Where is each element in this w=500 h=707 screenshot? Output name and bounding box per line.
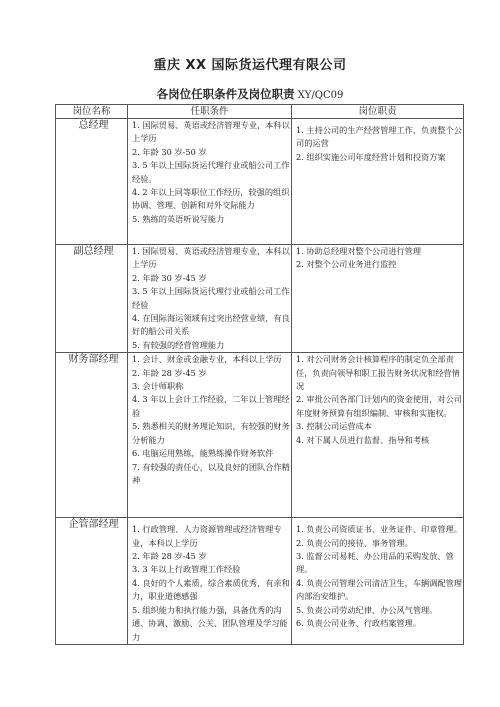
list-item: 3. 3 年以上行政管理工作经验 [132,564,241,575]
document-code: XY/QC09 [297,90,344,101]
position-name: 财务部经理 [56,353,128,518]
list-item: 2. 对整个公司业务进行监控 [296,259,397,270]
header-duties: 岗位职责 [292,105,464,119]
list-item: 2. 年龄 30 岁-45 岁 [132,272,207,283]
list-item: 1. 协助总经理对整个公司进行管理 [296,246,422,256]
list-item: 3. 监督公司易耗、办公用品的采购发放、管理。 [296,551,454,575]
duties-cell [292,119,464,245]
list-item: 1. 行政管理、人力资源管理或经济管理专业，本科以上学历 [132,524,282,548]
duties-cell [292,518,464,645]
list-item: 4. 2 年以上同等职位工作经历，较强的组织协调、管理、创新和对外交际能力 [132,187,290,211]
conditions-cell [128,119,292,245]
duties-cell [292,245,464,353]
list-item: 5. 有较强的经营管理能力 [132,339,225,350]
list-item: 1. 国际贸易、英语或经济管理专业，本科以上学历 [132,120,290,144]
list-item: 6. 电脑运用熟练，能熟练操作财务软件 [132,448,274,459]
header-position: 岗位名称 [56,105,128,119]
list-item: 4. 良好的个人素质，综合素质优秀，有亲和力，职业道德感强 [132,577,290,602]
list-item: 2. 年龄 28 岁-45 岁 [132,367,207,378]
conditions-cell [128,518,292,645]
list-item: 4. 在国际海运领域有过突出经营业绩，有良好的船公司关系 [132,313,290,337]
list-item: 3. 5 年以上国际货运代理行业或船公司工作经验 [132,286,290,310]
list-item: 1. 会计、财金或金融专业，本科以上学历 [132,354,282,365]
list-item: 2. 负责公司的接待、事务管理。 [296,537,413,548]
list-item: 2. 年龄 28 岁-45 岁 [132,551,207,562]
list-item: 4. 对下属人员进行监督、指导和考核 [296,434,430,445]
table-row [56,353,464,518]
list-item: 3. 5 年以上国际货运代理行业或船公司工作经验。 [132,160,290,184]
list-item: 4. 3 年以上会计工作经验，二年以上管理经验 [132,394,290,418]
list-item: 5. 负责公司劳动纪律、办公风气管理。 [296,604,438,615]
list-item: 5. 熟练的英语听说写能力 [132,213,225,224]
document-subtitle [0,86,500,102]
list-item: 2. 审批公司各部门计划内的资金使用，对公司年度财务预算有组织编制、审核和实施权。 [296,394,462,418]
conditions-cell [128,353,292,518]
list-item: 1. 对公司财务会计核算程序的制定负全部责任，负责向领导和职工报告财务状况和经营情况 [296,354,460,392]
table-header-row [56,105,464,119]
list-item: 1. 主持公司的生产经营管理工作，负责整个公司的运营 [296,125,462,149]
list-item: 7. 有较强的责任心，以及良好的团队合作精神 [132,461,290,485]
position-name: 副总经理 [56,245,128,353]
list-item: 2. 年龄 30 岁-50 岁 [132,146,207,157]
list-item: 1. 负责公司资质证书、业务证件、印章管理。 [296,524,462,535]
list-item: 3. 会计师职称 [132,381,184,392]
list-item: 2. 组织实施公司年度经营计划和投资方案 [296,151,446,162]
list-item: 4. 负责公司管理公司清洁卫生，车辆调配管理内部治安维护。 [296,577,462,602]
header-conditions: 任职条件 [128,105,292,119]
table-row [56,518,464,645]
list-item: 1. 国际贸易、英语或经济管理专业，本科以上学历 [132,246,290,270]
table-row [56,119,464,245]
list-item: 6. 负责公司业务、行政档案管理。 [296,618,422,629]
list-item: 5. 熟悉相关的财务理论知识，有较强的财务分析能力 [132,421,290,445]
list-item: 3. 控制公司运营成本 [296,421,372,432]
list-item: 5. 组织能力和执行能力强，具备优秀的沟通、协调、激励、公关、团队管理及学习能力 [132,604,288,642]
duties-cell [292,353,464,518]
subtitle-text: 各岗位任职条件及岗位职责 [156,87,295,101]
company-title: 重庆 XX 国际货运代理有限公司 [153,58,347,73]
position-name: 企管部经理 [56,518,128,645]
table-row [56,245,464,353]
conditions-cell [128,245,292,353]
job-requirements-table [55,104,464,645]
position-name: 总经理 [56,119,128,245]
